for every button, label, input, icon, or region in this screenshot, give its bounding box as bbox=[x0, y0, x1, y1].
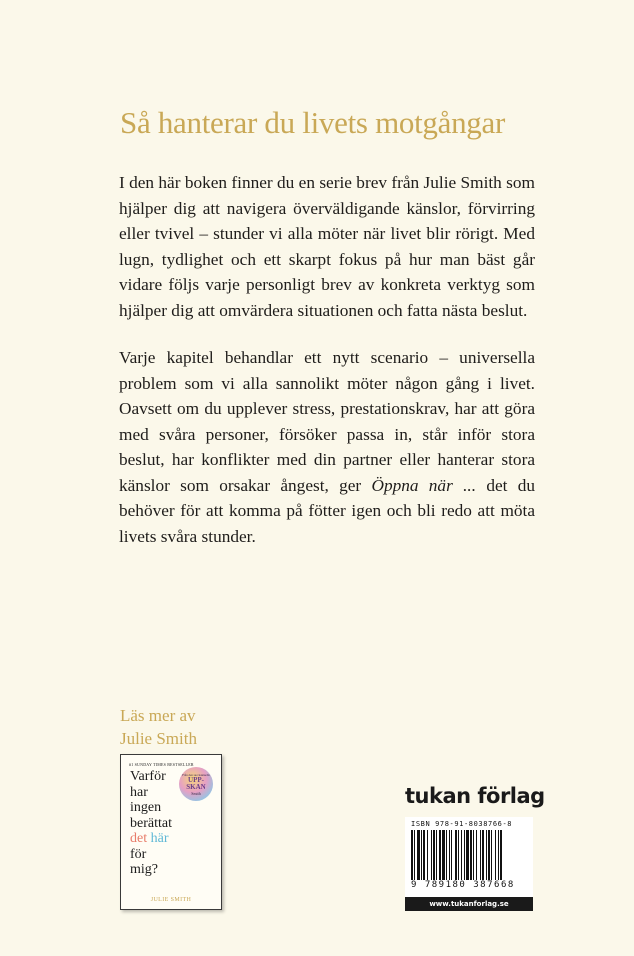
barcode-bar bbox=[473, 830, 474, 880]
barcode-bar bbox=[414, 830, 415, 880]
barcode-bar bbox=[500, 830, 502, 880]
publisher-logo: tukan förlag bbox=[405, 784, 545, 808]
book-title-line: berättat bbox=[130, 815, 172, 831]
book-title-line: har bbox=[130, 784, 148, 800]
book-title-italic: Öppna när ... bbox=[371, 475, 477, 495]
barcode-bar bbox=[480, 830, 481, 880]
barcode-bars bbox=[411, 830, 527, 880]
barcode-bar bbox=[491, 830, 492, 880]
barcode-bar bbox=[486, 830, 487, 880]
barcode-bar bbox=[455, 830, 457, 880]
paragraph-2-after: det du behöver för att komma på fötter igen och bli redo att möta livets svåra stunder. bbox=[119, 475, 535, 546]
barcode-bar bbox=[470, 830, 472, 880]
badge-bottom: Smith bbox=[191, 790, 201, 796]
paragraph-2 bbox=[119, 345, 535, 549]
badge-big-1: UPP- bbox=[188, 775, 204, 784]
related-book-cover bbox=[120, 754, 222, 910]
book-title-color-line bbox=[130, 831, 172, 847]
barcode-bar bbox=[433, 830, 435, 880]
barcode-bar bbox=[411, 830, 413, 880]
book-title-line: mig? bbox=[130, 862, 158, 877]
read-more-label bbox=[120, 704, 197, 750]
book-title bbox=[130, 769, 172, 878]
barcode-bar bbox=[442, 830, 445, 880]
barcode-bar bbox=[461, 830, 462, 880]
paragraph-2-before: Varje kapitel behandlar ett nytt scenario – universella problem som vi alla sannolikt möter någon gång i livet. Oavsett om du upplever stress, prestationskrav, har att göra med svåra personer, försöker passa in, står inför stora beslut, har konflikter med din partner eller hanterar stora känslor som orsakar ångest, ger bbox=[119, 348, 535, 495]
isbn-label: ISBN 978-91-8038766-8 bbox=[411, 820, 513, 828]
read-more-line-1: Läs mer av bbox=[120, 706, 196, 725]
book-badge bbox=[179, 767, 213, 801]
barcode-bar bbox=[451, 830, 452, 880]
barcode-bar bbox=[421, 830, 422, 880]
barcode-bar bbox=[488, 830, 490, 880]
barcode-bar bbox=[436, 830, 437, 880]
barcode-bar bbox=[466, 830, 469, 880]
badge-big-2: SKAN bbox=[186, 782, 206, 791]
barcode-bar bbox=[495, 830, 496, 880]
barcode-bar bbox=[464, 830, 465, 880]
barcode-bar bbox=[446, 830, 447, 880]
barcode-bar bbox=[482, 830, 484, 880]
book-author: JULIE SMITH bbox=[150, 897, 192, 903]
description-text bbox=[119, 170, 535, 571]
barcode-bar bbox=[458, 830, 459, 880]
barcode-digits: 9 789180 387668 bbox=[411, 880, 515, 890]
barcode-bar bbox=[498, 830, 499, 880]
barcode-bar bbox=[427, 830, 428, 880]
barcode-bar bbox=[417, 830, 420, 880]
barcode-bar bbox=[431, 830, 432, 880]
book-banner: #1 SUNDAY TIMES BESTSELLER bbox=[129, 762, 194, 767]
page-heading: Så hanterar du livets motgångar bbox=[120, 105, 505, 140]
barcode-bar bbox=[439, 830, 441, 880]
barcode-bar bbox=[449, 830, 450, 880]
barcode bbox=[405, 817, 533, 897]
book-title-color-word: här bbox=[150, 831, 169, 846]
publisher-url: www.tukanforlag.se bbox=[405, 897, 533, 911]
book-title-line: Varför bbox=[130, 769, 166, 784]
book-title-color-word: det bbox=[130, 831, 148, 846]
book-title-line: ingen bbox=[130, 800, 162, 815]
barcode-bar bbox=[423, 830, 425, 880]
book-title-line: för bbox=[130, 846, 147, 862]
paragraph-1: I den här boken finner du en serie brev från Julie Smith som hjälper dig att navigera överväldigande känslor, förvirring eller tvivel – stunder vi alla möter när livet blir rörigt. Med lugn, tydlighet och ett skarpt fokus på hur man bäst går vidare följs varje personligt brev av konkreta verktyg som hjälper dig att omvärdera situationen och fatta nästa beslut. bbox=[119, 173, 535, 320]
badge-top: Från den succéaktuella bbox=[182, 772, 210, 777]
read-more-line-2: Julie Smith bbox=[120, 729, 197, 748]
barcode-bar bbox=[476, 830, 477, 880]
